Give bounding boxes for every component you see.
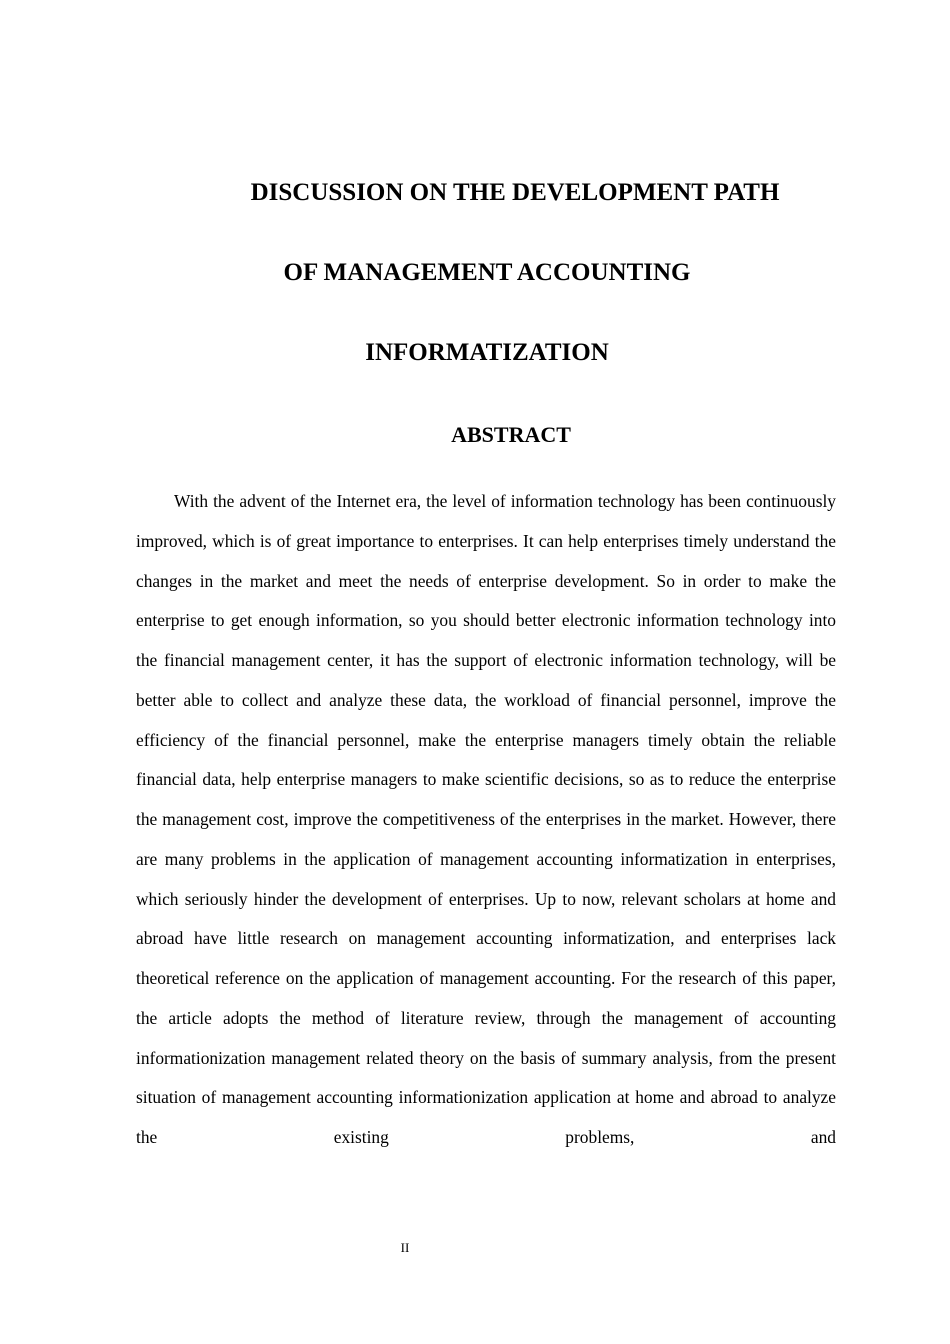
abstract-body: With the advent of the Internet era, the level of information technology has been continuously improved, which is of great importance to enterprises. It can help enterprises timely understand the changes in the market and meet the needs of enterprise development. So in order to make the enterprise to get enough information, so you should better electronic information technology into the financial management center, it has the support of electronic information technology, will be better able to collect and analyze these data, the workload of financial personnel, improve the efficiency of the financial personnel, make the enterprise managers timely obtain the reliable financial data, help enterprise managers to make scientific decisions, so as to reduce the enterprise the management cost, improve the competitiveness of the enterprises in the market. However, there are many problems in the application of management accounting informatization in enterprises, which seriously hinder the development of enterprises. Up to now, relevant scholars at home and abroad have little research on management accounting informatization, and enterprises lack theoretical reference on the application of management accounting. For the research of this paper, the article adopts the method of literature review, through the management of accounting informationization management related theory on the basis of summary analysis, from the present situation of management accounting informationization application at home and abroad to analyze the existing problems, and bbox=[136, 491, 836, 1147]
page-number: II bbox=[400, 1240, 410, 1255]
abstract-heading: ABSTRACT bbox=[451, 422, 571, 447]
title-line-2: OF MANAGEMENT ACCOUNTING bbox=[283, 259, 691, 286]
title-line-3: INFORMATIZATION bbox=[365, 339, 609, 366]
title-line-1: DISCUSSION ON THE DEVELOPMENT PATH bbox=[250, 179, 780, 206]
